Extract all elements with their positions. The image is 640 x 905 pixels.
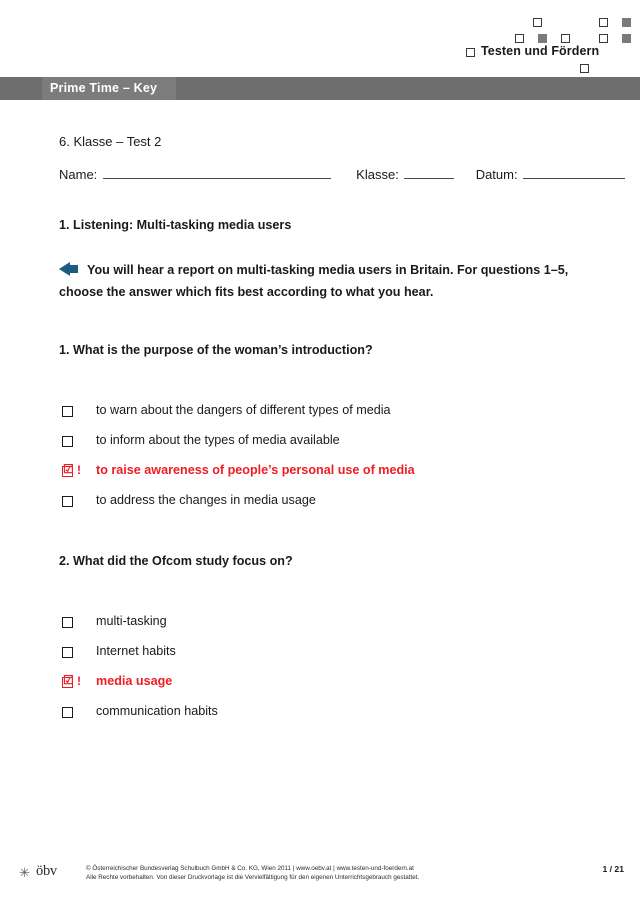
publisher-logo	[19, 863, 75, 883]
checkbox-icon[interactable]	[62, 406, 73, 417]
answer-option-label: to address the changes in media usage	[96, 493, 316, 507]
brand-label: Testen und Fördern	[481, 44, 600, 58]
checkbox-icon[interactable]	[62, 436, 73, 447]
task-instructions	[59, 259, 589, 303]
klasse-input-line[interactable]	[404, 167, 454, 179]
question-1-heading: 1. What is the purpose of the woman’s introduction?	[59, 343, 373, 357]
answer-option[interactable]	[62, 614, 582, 634]
answer-option-label: to warn about the dangers of different types of media	[96, 403, 391, 417]
brand-square-0	[533, 18, 542, 27]
instructions-text: You will hear a report on multi-tasking media users in Britain. For questions 1–5, choose the answer which fits best according to what you hear.	[59, 263, 569, 299]
brand-logo	[452, 8, 632, 74]
answer-option-label: to inform about the types of media available	[96, 433, 340, 447]
publisher-name: öbv	[36, 863, 57, 879]
document-title-bar	[0, 77, 640, 100]
asterisk-icon: ✳	[19, 865, 30, 880]
answer-option-selected[interactable]	[62, 463, 582, 483]
brand-square-1	[599, 18, 608, 27]
answer-option[interactable]	[62, 644, 582, 664]
checkmark-icon: ☑	[63, 673, 74, 687]
answer-option[interactable]	[62, 433, 582, 453]
answer-option-label: Internet habits	[96, 644, 176, 658]
exclamation-icon: !	[77, 674, 81, 688]
test-identifier: 6. Klasse – Test 2	[59, 134, 162, 149]
section-heading: 1. Listening: Multi-tasking media users	[59, 218, 292, 232]
brand-square-2	[622, 18, 631, 27]
question-2-heading: 2. What did the Ofcom study focus on?	[59, 554, 293, 568]
checkmark-icon: ☑	[63, 462, 74, 476]
brand-square-7	[622, 34, 631, 43]
brand-square-8	[466, 48, 475, 57]
page-number: 1 / 21	[602, 864, 624, 874]
checkbox-icon[interactable]	[62, 707, 73, 718]
brand-square-6	[599, 34, 608, 43]
answer-option[interactable]	[62, 403, 582, 423]
copyright-line-1: © Österreichischer Bundesverlag Schulbuch GmbH & Co. KG, Wien 2011 | www.oebv.at | www.testen-und-foerdern.at	[86, 865, 414, 872]
answer-option-label: to raise awareness of people’s personal use of media	[96, 463, 415, 477]
answer-option[interactable]	[62, 493, 582, 513]
datum-label: Datum:	[475, 167, 518, 182]
student-info-row	[59, 167, 627, 182]
document-title: Prime Time – Key	[50, 81, 158, 95]
answer-option-label: media usage	[96, 674, 173, 688]
checkbox-icon[interactable]	[62, 647, 73, 658]
answer-option[interactable]	[62, 704, 582, 724]
brand-square-9	[580, 64, 589, 73]
copyright-block	[86, 864, 546, 882]
answer-option-selected[interactable]	[62, 674, 582, 694]
exclamation-icon: !	[77, 463, 81, 477]
klasse-label: Klasse:	[356, 167, 399, 182]
answer-option-label: communication habits	[96, 704, 218, 718]
brand-square-5	[561, 34, 570, 43]
brand-square-4	[538, 34, 547, 43]
brand-square-3	[515, 34, 524, 43]
speaker-icon	[59, 262, 80, 276]
name-label: Name:	[59, 167, 98, 182]
answer-option-label: multi-tasking	[96, 614, 167, 628]
checkbox-icon[interactable]	[62, 496, 73, 507]
checkbox-icon[interactable]	[62, 617, 73, 628]
datum-input-line[interactable]	[523, 167, 625, 179]
copyright-line-2: Alle Rechte vorbehalten. Von dieser Druckvorlage ist die Vervielfältigung für den eigenen Unterrichtsgebrauch gestattet.	[86, 874, 420, 882]
name-input-line[interactable]	[103, 167, 331, 179]
